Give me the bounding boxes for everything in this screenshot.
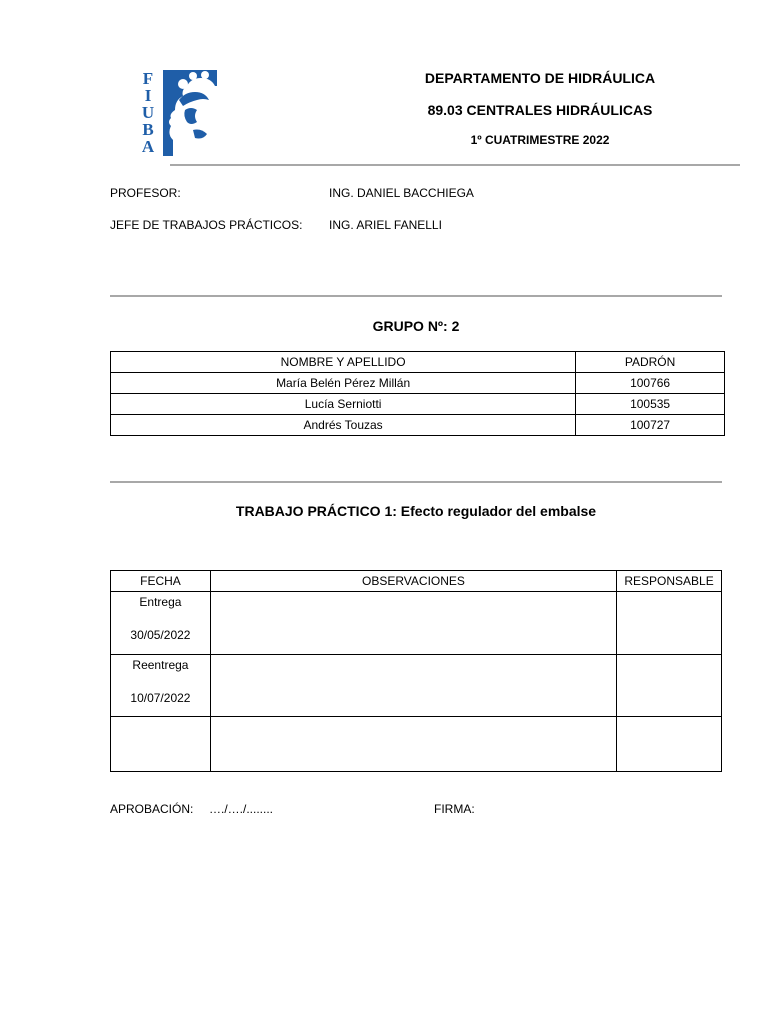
column-header: PADRÓN (576, 352, 725, 373)
submission-log-table (110, 570, 722, 772)
table-row (111, 655, 722, 717)
staff-divider (110, 295, 722, 297)
term-label: 1º CUATRIMESTRE 2022 (470, 133, 610, 147)
logo-letter: I (144, 86, 152, 105)
member-padron: 100727 (576, 415, 725, 436)
column-header: FECHA (111, 571, 211, 592)
responsable-cell (617, 592, 722, 655)
fecha-label: Entrega (139, 595, 182, 609)
approval-date-field: …./…./........ (209, 802, 274, 816)
table-row (111, 373, 725, 394)
column-header: RESPONSABLE (617, 571, 722, 592)
logo-letter: B (142, 120, 154, 139)
table-row (111, 394, 725, 415)
member-name: Lucía Serniotti (111, 394, 576, 415)
column-header: NOMBRE Y APELLIDO (111, 352, 576, 373)
fecha-cell (111, 655, 211, 717)
professor-role: PROFESOR: (110, 186, 181, 200)
member-name: Andrés Touzas (111, 415, 576, 436)
fecha-date: 10/07/2022 (130, 691, 191, 705)
column-header: OBSERVACIONES (210, 571, 616, 592)
members-table (110, 351, 725, 436)
table-row (111, 592, 722, 655)
member-padron: 100535 (576, 394, 725, 415)
tp-head-name: ING. ARIEL FANELLI (329, 218, 442, 232)
fecha-cell (111, 592, 211, 655)
group-divider (110, 481, 722, 483)
member-padron: 100766 (576, 373, 725, 394)
header-divider (170, 164, 740, 166)
group-title: GRUPO Nº: 2 (372, 318, 460, 334)
fiuba-logo (133, 70, 217, 156)
signature-label: FIRMA: (434, 802, 475, 816)
table-header-row (111, 352, 725, 373)
logo-letter: F (142, 69, 154, 88)
professor-name: ING. DANIEL BACCHIEGA (329, 186, 474, 200)
assignment-title: TRABAJO PRÁCTICO 1: Efecto regulador del embalse (235, 503, 597, 519)
fecha-label: Reentrega (132, 658, 189, 672)
logo-letter: A (141, 137, 155, 156)
table-row (111, 717, 722, 772)
logo-letter: U (141, 103, 155, 122)
observaciones-cell (210, 592, 616, 655)
approval-label: APROBACIÓN: (110, 802, 194, 816)
fecha-cell (111, 717, 211, 772)
logo-wordmark (133, 70, 163, 156)
tp-head-role: JEFE DE TRABAJOS PRÁCTICOS: (110, 218, 303, 232)
table-header-row (111, 571, 722, 592)
minerva-head-icon (163, 70, 217, 156)
table-row (111, 415, 725, 436)
observaciones-cell (210, 655, 616, 717)
responsable-cell (617, 655, 722, 717)
observaciones-cell (210, 717, 616, 772)
responsable-cell (617, 717, 722, 772)
fecha-date: 30/05/2022 (130, 628, 191, 642)
member-name: María Belén Pérez Millán (111, 373, 576, 394)
department-title: DEPARTAMENTO DE HIDRÁULICA (424, 70, 656, 86)
course-title: 89.03 CENTRALES HIDRÁULICAS (427, 102, 653, 118)
